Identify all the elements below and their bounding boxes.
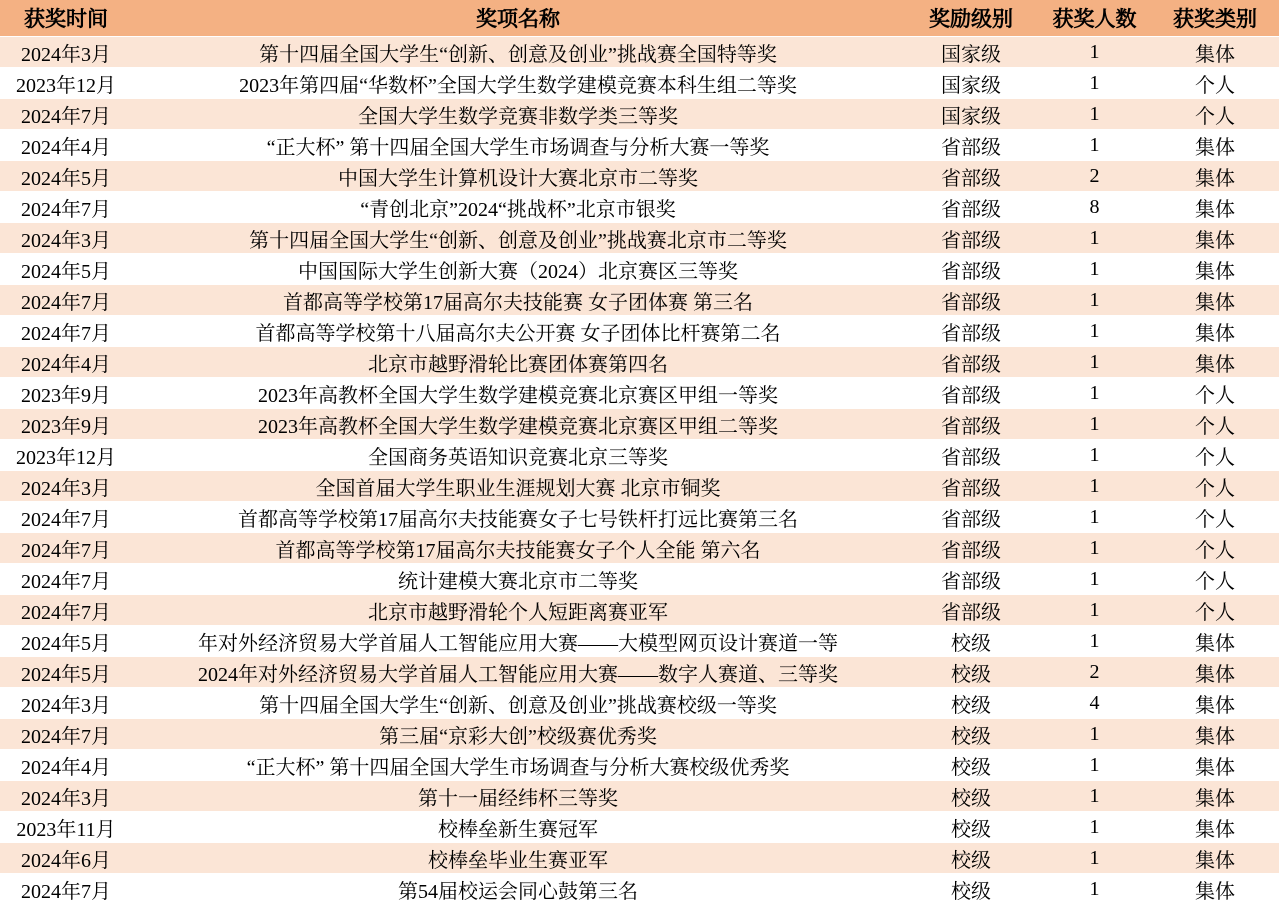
cell-award-name: 校棒垒毕业生赛亚军	[132, 843, 904, 874]
cell-award-count: 1	[1038, 440, 1151, 471]
table-row	[0, 657, 1279, 688]
cell-award-time: 2024年3月	[0, 688, 132, 719]
cell-award-count: 8	[1038, 192, 1151, 223]
cell-award-category: 个人	[1151, 68, 1279, 99]
cell-award-time: 2024年7月	[0, 595, 132, 626]
cell-award-count: 1	[1038, 533, 1151, 564]
table-row	[0, 130, 1279, 161]
cell-award-level: 校级	[904, 812, 1038, 843]
cell-award-category: 集体	[1151, 254, 1279, 285]
cell-award-count: 1	[1038, 874, 1151, 905]
cell-award-time: 2024年7月	[0, 502, 132, 533]
cell-award-count: 1	[1038, 37, 1151, 68]
cell-award-level: 省部级	[904, 192, 1038, 223]
cell-award-time: 2024年3月	[0, 223, 132, 254]
cell-award-count: 1	[1038, 68, 1151, 99]
table-row	[0, 99, 1279, 130]
cell-award-time: 2024年4月	[0, 750, 132, 781]
cell-award-time: 2024年5月	[0, 657, 132, 688]
cell-award-count: 1	[1038, 378, 1151, 409]
table-body	[0, 37, 1279, 905]
cell-award-category: 集体	[1151, 719, 1279, 750]
cell-award-count: 1	[1038, 750, 1151, 781]
cell-award-name: 首都高等学校第17届高尔夫技能赛 女子团体赛 第三名	[132, 285, 904, 316]
cell-award-time: 2024年7月	[0, 285, 132, 316]
cell-award-name: 中国国际大学生创新大赛（2024）北京赛区三等奖	[132, 254, 904, 285]
cell-award-time: 2024年7月	[0, 192, 132, 223]
table-row	[0, 378, 1279, 409]
cell-award-count: 1	[1038, 130, 1151, 161]
table-row	[0, 471, 1279, 502]
cell-award-time: 2023年11月	[0, 812, 132, 843]
cell-award-category: 集体	[1151, 37, 1279, 68]
cell-award-category: 集体	[1151, 626, 1279, 657]
cell-award-time: 2024年4月	[0, 130, 132, 161]
cell-award-category: 集体	[1151, 657, 1279, 688]
cell-award-category: 个人	[1151, 502, 1279, 533]
cell-award-category: 个人	[1151, 378, 1279, 409]
cell-award-name: “青创北京”2024“挑战杯”北京市银奖	[132, 192, 904, 223]
cell-award-category: 集体	[1151, 781, 1279, 812]
cell-award-category: 集体	[1151, 843, 1279, 874]
table-row	[0, 719, 1279, 750]
cell-award-name: 北京市越野滑轮比赛团体赛第四名	[132, 347, 904, 378]
cell-award-level: 校级	[904, 719, 1038, 750]
table-row	[0, 285, 1279, 316]
table-row	[0, 192, 1279, 223]
cell-award-level: 省部级	[904, 285, 1038, 316]
cell-award-level: 省部级	[904, 502, 1038, 533]
cell-award-name: 第十四届全国大学生“创新、创意及创业”挑战赛全国特等奖	[132, 37, 904, 68]
cell-award-level: 国家级	[904, 68, 1038, 99]
cell-award-count: 1	[1038, 843, 1151, 874]
cell-award-category: 个人	[1151, 533, 1279, 564]
cell-award-time: 2023年9月	[0, 409, 132, 440]
cell-award-level: 省部级	[904, 409, 1038, 440]
cell-award-count: 1	[1038, 285, 1151, 316]
table-row	[0, 68, 1279, 99]
cell-award-time: 2024年3月	[0, 781, 132, 812]
cell-award-name: 2024年对外经济贸易大学首届人工智能应用大赛——数字人赛道、三等奖	[132, 657, 904, 688]
cell-award-level: 国家级	[904, 37, 1038, 68]
cell-award-name: 第十一届经纬杯三等奖	[132, 781, 904, 812]
cell-award-level: 省部级	[904, 378, 1038, 409]
cell-award-category: 个人	[1151, 471, 1279, 502]
table-row	[0, 564, 1279, 595]
cell-award-name: 全国大学生数学竞赛非数学类三等奖	[132, 99, 904, 130]
cell-award-category: 集体	[1151, 812, 1279, 843]
cell-award-count: 1	[1038, 254, 1151, 285]
cell-award-name: 2023年第四届“华数杯”全国大学生数学建模竞赛本科生组二等奖	[132, 68, 904, 99]
cell-award-level: 校级	[904, 626, 1038, 657]
cell-award-level: 省部级	[904, 316, 1038, 347]
cell-award-time: 2024年7月	[0, 719, 132, 750]
cell-award-category: 集体	[1151, 688, 1279, 719]
cell-award-level: 省部级	[904, 161, 1038, 192]
column-header-award-category: 获奖类别	[1151, 0, 1279, 37]
cell-award-name: 全国商务英语知识竞赛北京三等奖	[132, 440, 904, 471]
cell-award-count: 1	[1038, 502, 1151, 533]
cell-award-count: 1	[1038, 316, 1151, 347]
cell-award-time: 2024年7月	[0, 564, 132, 595]
column-header-award-name: 奖项名称	[132, 0, 904, 37]
table-row	[0, 843, 1279, 874]
cell-award-category: 个人	[1151, 440, 1279, 471]
cell-award-level: 省部级	[904, 440, 1038, 471]
cell-award-name: 首都高等学校第17届高尔夫技能赛女子七号铁杆打远比赛第三名	[132, 502, 904, 533]
table-row	[0, 626, 1279, 657]
cell-award-category: 集体	[1151, 130, 1279, 161]
table-row	[0, 688, 1279, 719]
table-header-row	[0, 0, 1279, 37]
cell-award-count: 1	[1038, 347, 1151, 378]
cell-award-category: 集体	[1151, 316, 1279, 347]
cell-award-name: 全国首届大学生职业生涯规划大赛 北京市铜奖	[132, 471, 904, 502]
cell-award-count: 1	[1038, 812, 1151, 843]
cell-award-level: 省部级	[904, 223, 1038, 254]
cell-award-category: 集体	[1151, 223, 1279, 254]
cell-award-level: 校级	[904, 874, 1038, 905]
cell-award-count: 1	[1038, 409, 1151, 440]
cell-award-level: 省部级	[904, 471, 1038, 502]
cell-award-category: 集体	[1151, 285, 1279, 316]
cell-award-level: 省部级	[904, 130, 1038, 161]
cell-award-count: 1	[1038, 223, 1151, 254]
cell-award-time: 2023年12月	[0, 68, 132, 99]
table-row	[0, 223, 1279, 254]
cell-award-level: 校级	[904, 657, 1038, 688]
cell-award-time: 2024年6月	[0, 843, 132, 874]
cell-award-name: 年对外经济贸易大学首届人工智能应用大赛——大模型网页设计赛道一等	[132, 626, 904, 657]
cell-award-count: 2	[1038, 161, 1151, 192]
cell-award-level: 省部级	[904, 347, 1038, 378]
cell-award-count: 1	[1038, 719, 1151, 750]
cell-award-time: 2024年7月	[0, 533, 132, 564]
cell-award-level: 省部级	[904, 595, 1038, 626]
cell-award-name: 校棒垒新生赛冠军	[132, 812, 904, 843]
cell-award-level: 校级	[904, 688, 1038, 719]
cell-award-level: 校级	[904, 843, 1038, 874]
cell-award-count: 1	[1038, 99, 1151, 130]
table-row	[0, 874, 1279, 905]
cell-award-time: 2024年7月	[0, 874, 132, 905]
table-row	[0, 161, 1279, 192]
cell-award-count: 1	[1038, 626, 1151, 657]
cell-award-category: 集体	[1151, 161, 1279, 192]
cell-award-name: 首都高等学校第十八届高尔夫公开赛 女子团体比杆赛第二名	[132, 316, 904, 347]
cell-award-name: 中国大学生计算机设计大赛北京市二等奖	[132, 161, 904, 192]
cell-award-time: 2024年3月	[0, 37, 132, 68]
table-row	[0, 750, 1279, 781]
cell-award-count: 1	[1038, 595, 1151, 626]
table-row	[0, 781, 1279, 812]
cell-award-name: 第十四届全国大学生“创新、创意及创业”挑战赛北京市二等奖	[132, 223, 904, 254]
table-row	[0, 316, 1279, 347]
cell-award-level: 省部级	[904, 254, 1038, 285]
column-header-award-time: 获奖时间	[0, 0, 132, 37]
cell-award-level: 校级	[904, 750, 1038, 781]
table-row	[0, 502, 1279, 533]
cell-award-name: “正大杯” 第十四届全国大学生市场调查与分析大赛一等奖	[132, 130, 904, 161]
cell-award-count: 4	[1038, 688, 1151, 719]
cell-award-count: 1	[1038, 781, 1151, 812]
table-row	[0, 595, 1279, 626]
cell-award-level: 省部级	[904, 564, 1038, 595]
cell-award-name: 统计建模大赛北京市二等奖	[132, 564, 904, 595]
table-row	[0, 347, 1279, 378]
cell-award-name: 北京市越野滑轮个人短距离赛亚军	[132, 595, 904, 626]
cell-award-category: 个人	[1151, 409, 1279, 440]
table-header	[0, 0, 1279, 37]
cell-award-time: 2024年5月	[0, 161, 132, 192]
cell-award-time: 2023年9月	[0, 378, 132, 409]
cell-award-category: 集体	[1151, 347, 1279, 378]
cell-award-time: 2023年12月	[0, 440, 132, 471]
column-header-award-level: 奖励级别	[904, 0, 1038, 37]
cell-award-name: 第54届校运会同心鼓第三名	[132, 874, 904, 905]
cell-award-category: 个人	[1151, 595, 1279, 626]
cell-award-time: 2024年5月	[0, 254, 132, 285]
cell-award-time: 2024年7月	[0, 316, 132, 347]
column-header-award-count: 获奖人数	[1038, 0, 1151, 37]
cell-award-time: 2024年7月	[0, 99, 132, 130]
cell-award-category: 集体	[1151, 874, 1279, 905]
cell-award-time: 2024年5月	[0, 626, 132, 657]
cell-award-name: “正大杯” 第十四届全国大学生市场调查与分析大赛校级优秀奖	[132, 750, 904, 781]
cell-award-category: 个人	[1151, 99, 1279, 130]
table-row	[0, 254, 1279, 285]
table-row	[0, 440, 1279, 471]
cell-award-level: 省部级	[904, 533, 1038, 564]
cell-award-level: 国家级	[904, 99, 1038, 130]
cell-award-name: 2023年高教杯全国大学生数学建模竞赛北京赛区甲组二等奖	[132, 409, 904, 440]
cell-award-name: 第三届“京彩大创”校级赛优秀奖	[132, 719, 904, 750]
table-row	[0, 37, 1279, 68]
table-row	[0, 533, 1279, 564]
cell-award-category: 集体	[1151, 750, 1279, 781]
table-row	[0, 409, 1279, 440]
cell-award-category: 个人	[1151, 564, 1279, 595]
cell-award-count: 1	[1038, 564, 1151, 595]
cell-award-name: 2023年高教杯全国大学生数学建模竞赛北京赛区甲组一等奖	[132, 378, 904, 409]
cell-award-time: 2024年3月	[0, 471, 132, 502]
cell-award-time: 2024年4月	[0, 347, 132, 378]
cell-award-name: 首都高等学校第17届高尔夫技能赛女子个人全能 第六名	[132, 533, 904, 564]
cell-award-count: 2	[1038, 657, 1151, 688]
cell-award-count: 1	[1038, 471, 1151, 502]
table-row	[0, 812, 1279, 843]
cell-award-category: 集体	[1151, 192, 1279, 223]
cell-award-level: 校级	[904, 781, 1038, 812]
cell-award-name: 第十四届全国大学生“创新、创意及创业”挑战赛校级一等奖	[132, 688, 904, 719]
